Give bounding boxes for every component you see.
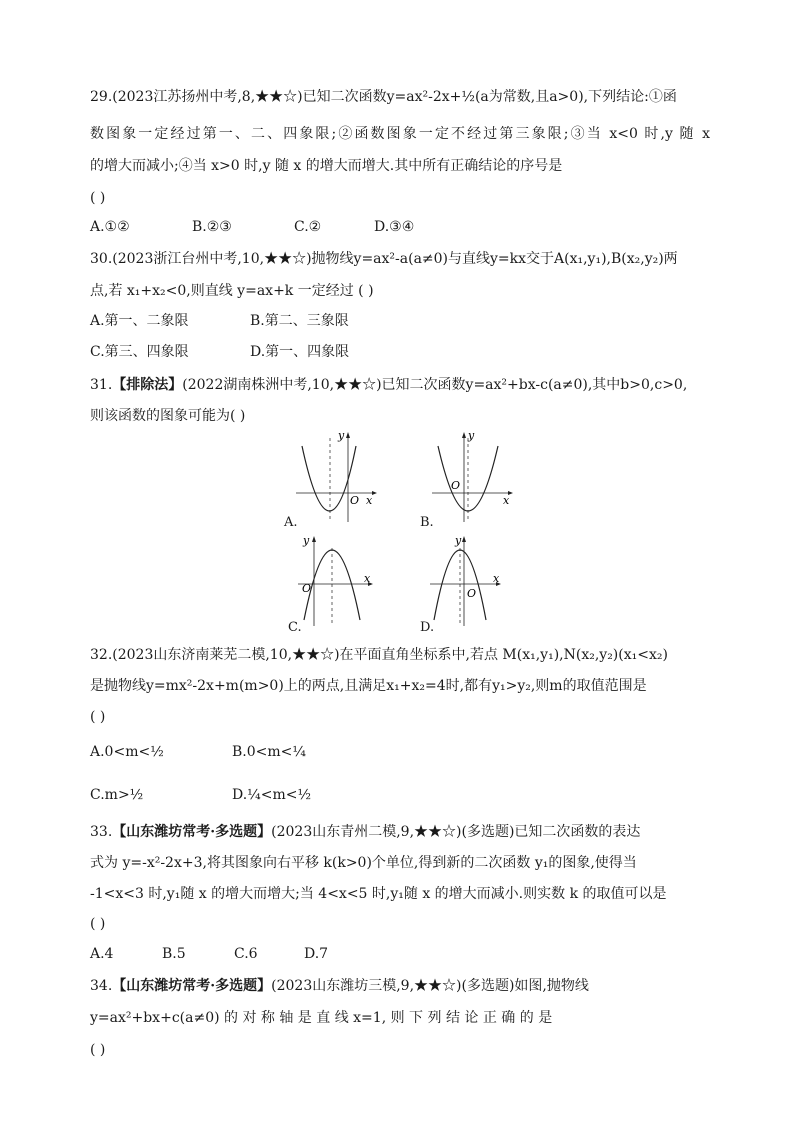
graph-d-origin: O: [467, 587, 477, 600]
q34-answer-paren: ( ): [90, 1042, 106, 1058]
q32-line2: 是抛物线y=mx²-2x+m(m>0)上的两点,且满足x₁+x₂=4时,都有y₁>y₂,则m的取值范围是: [90, 678, 647, 694]
q31-graph-c-label: C.: [288, 620, 302, 635]
q33-option-b: B.5: [162, 946, 186, 962]
q33-line1: [90, 822, 710, 842]
q29-line1: 29.(2023江苏扬州中考,8,★★☆)已知二次函数y=ax²-2x+½(a为常数,且a>0),下列结论:①函: [90, 89, 677, 105]
graph-c-svg: [294, 530, 384, 630]
q32-answer-paren: ( ): [90, 709, 106, 725]
q31-graph-b-label: B.: [420, 515, 434, 530]
q30-option-b: B.第二、三象限: [250, 313, 349, 329]
q30-line2: 点,若 x₁+x₂<0,则直线 y=ax+k 一定经过 ( ): [90, 283, 374, 299]
q32-option-d: D.¼<m<½: [232, 787, 312, 803]
graph-c-y-label: y: [303, 534, 310, 547]
q29-answer-paren: ( ): [90, 190, 106, 206]
q31-line1: [90, 375, 710, 395]
q31-graph-a: [290, 426, 390, 526]
q29-option-c: C.②: [294, 219, 322, 235]
graph-a-x-label: x: [366, 494, 373, 507]
graph-b-x-label: x: [503, 494, 510, 507]
q31-graph-d-label: D.: [420, 620, 435, 635]
q30-option-c: C.第三、四象限: [90, 344, 189, 360]
graph-b-svg: [424, 426, 524, 526]
q34-line1: [90, 976, 710, 996]
q32-option-b: B.0<m<¼: [232, 744, 306, 760]
q31-number: 31.: [90, 377, 113, 393]
q30-option-a: A.第一、二象限: [90, 313, 189, 329]
q29-line2: 数图象一定经过第一、二、四象限;②函数图象一定不经过第三象限;③当 x<0 时,y 随 x: [90, 126, 710, 142]
q32-option-c: C.m>½: [90, 787, 144, 803]
q31-graph-c: [294, 530, 384, 630]
q33-option-c: C.6: [234, 946, 258, 962]
graph-b-y-label: y: [468, 429, 475, 442]
q31-line1-text: (2022湖南株洲中考,10,★★☆)已知二次函数y=ax²+bx-c(a≠0),其中b>0,c>0,: [182, 377, 688, 393]
q29-option-a: A.①②: [90, 219, 130, 235]
graph-c-origin: O: [302, 582, 312, 595]
q33-line1-text: (2023山东青州二模,9,★★☆)(多选题)已知二次函数的表达: [271, 824, 641, 840]
graph-d-svg: [426, 530, 516, 630]
q33-line3: -1<x<3 时,y₁随 x 的增大而增大;当 4<x<5 时,y₁随 x 的增大而减小.则实数 k 的取值可以是: [90, 886, 667, 902]
graph-d-x-label: x: [493, 572, 500, 585]
q31-graph-d: [426, 530, 516, 630]
graph-a-svg: [290, 426, 390, 526]
q31-line2: 则该函数的图象可能为( ): [90, 408, 246, 424]
q30-option-d: D.第一、四象限: [250, 344, 350, 360]
q29-option-b: B.②③: [192, 219, 232, 235]
graph-d-y-label: y: [455, 534, 462, 547]
q31-tag: 【排除法】: [112, 377, 183, 393]
q33-line2: 式为 y=-x²-2x+3,将其图象向右平移 k(k>0)个单位,得到新的二次函数 y₁的图象,使得当: [90, 855, 637, 871]
q29-option-d: D.③④: [374, 219, 415, 235]
graph-a-origin: O: [350, 494, 360, 507]
graph-b-origin: O: [451, 479, 461, 492]
q34-line1-text: (2023山东潍坊三模,9,★★☆)(多选题)如图,抛物线: [271, 978, 589, 994]
q34-number: 34.: [90, 978, 113, 994]
q30-line1: 30.(2023浙江台州中考,10,★★☆)抛物线y=ax²-a(a≠0)与直线y=kx交于A(x₁,y₁),B(x₂,y₂)两: [90, 251, 678, 267]
q33-number: 33.: [90, 824, 113, 840]
q32-line1: 32.(2023山东济南莱芜二模,10,★★☆)在平面直角坐标系中,若点 M(x₁,y₁),N(x₂,y₂)(x₁<x₂): [90, 647, 668, 663]
q33-tag: 【山东潍坊常考·多选题】: [112, 824, 272, 840]
q31-graph-b: [424, 426, 524, 526]
graph-c-x-label: x: [364, 572, 371, 585]
q32-option-a: A.0<m<½: [90, 744, 164, 760]
q33-option-a: A.4: [90, 946, 114, 962]
q31-graph-a-label: A.: [284, 515, 298, 530]
q33-answer-paren: ( ): [90, 916, 106, 932]
q34-line2: y=ax²+bx+c(a≠0) 的 对 称 轴 是 直 线 x=1, 则 下 列 结 论 正 确 的 是: [90, 1010, 553, 1026]
graph-a-y-label: y: [338, 429, 345, 442]
q34-tag: 【山东潍坊常考·多选题】: [112, 978, 272, 994]
q29-line3: 的增大而减小;④当 x>0 时,y 随 x 的增大而增大.其中所有正确结论的序号是: [90, 158, 563, 174]
q33-option-d: D.7: [304, 946, 329, 962]
